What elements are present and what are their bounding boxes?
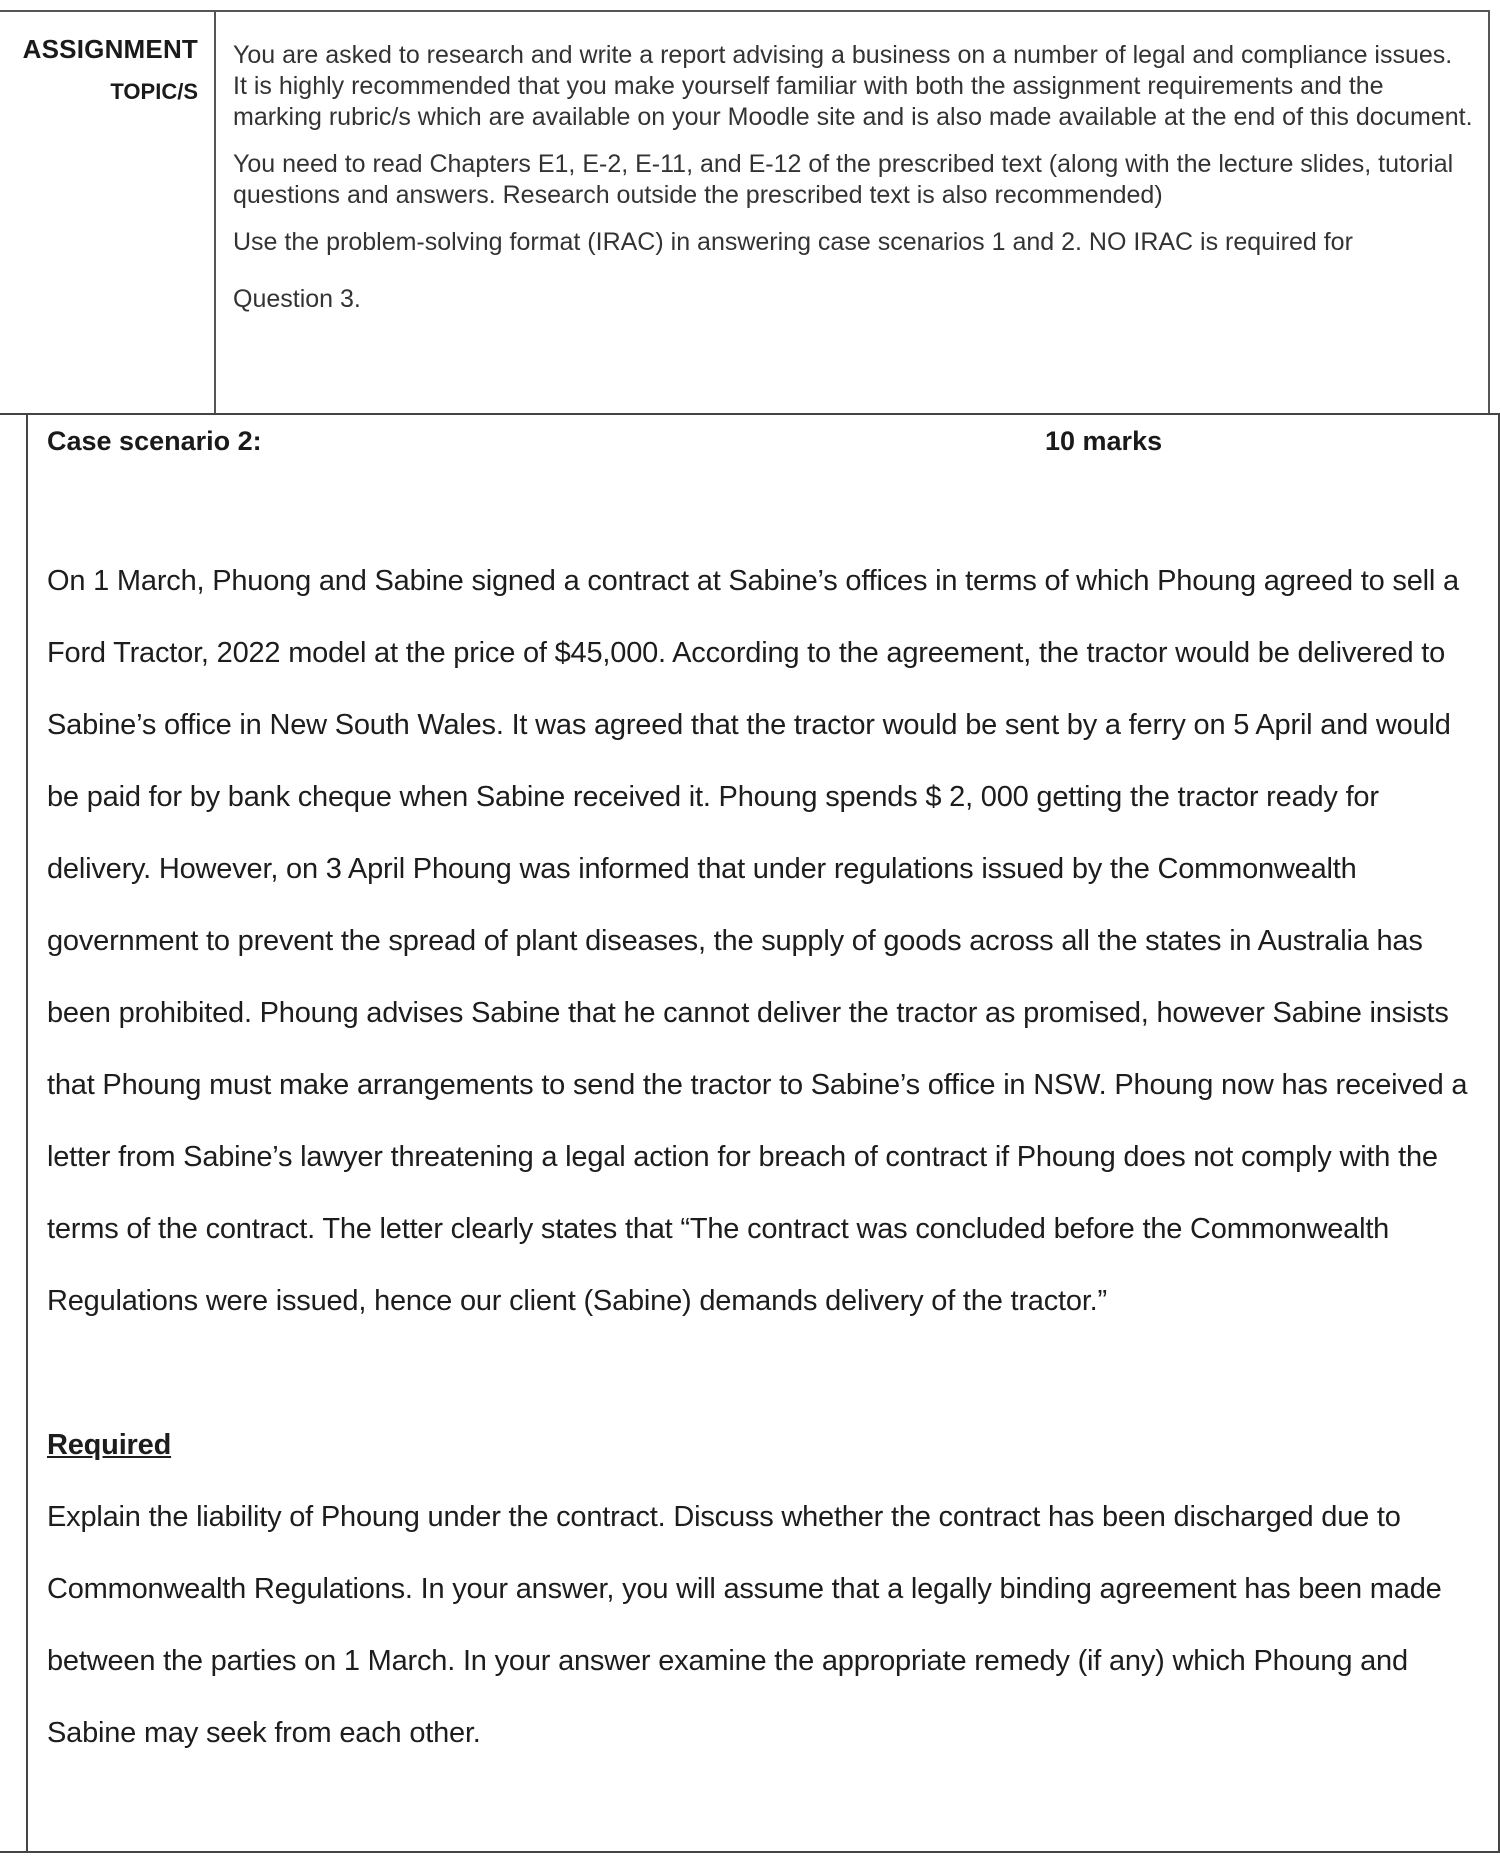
topic-label: TOPIC/S (110, 79, 198, 104)
assignment-topic-table (0, 10, 1490, 414)
case-marks: 10 marks (1045, 426, 1163, 456)
case-title: Case scenario 2: (47, 426, 262, 456)
case-body (47, 545, 1487, 1769)
assignment-label: ASSIGNMENT (22, 34, 198, 64)
case-header (47, 421, 1447, 461)
assignment-paragraph-1: You are asked to research and write a report advising a business on a number of legal and compliance issues. It is highly recommended that you make yourself familiar with both the assignment requirements and the marking rubric/s which are available on your Moodle site and is also made available at the end of this document. (233, 41, 1473, 131)
assignment-label-cell (0, 12, 216, 414)
required-text: Explain the liability of Phoung under the contract. Discuss whether the contract has been discharged due to Commonwealth Regulations. In your answer, you will assume that a legally binding agreement has been made between the parties on 1 March. In your answer examine the appropriate remedy (if any) which Phoung and Sabine may seek from each other. (47, 1501, 1442, 1749)
assignment-paragraph-3: Use the problem-solving format (IRAC) in answering case scenarios 1 and 2. NO IRAC is required for (233, 228, 1353, 256)
case-scenario-section (0, 413, 1500, 1853)
assignment-paragraph-4: Question 3. (233, 285, 361, 313)
assignment-description (233, 40, 1473, 331)
left-border-line (26, 415, 28, 1851)
case-scenario-text: On 1 March, Phuong and Sabine signed a contract at Sabine’s offices in terms of which Phoung agreed to sell a Ford Tractor, 2022 model at the price of $45,000. According to the agreement, the tractor would be delivered to Sabine’s office in New South Wales. It was agreed that the tractor would be sent by a ferry on 5 April and would be paid for by bank cheque when Sabine received it. Phoung spends $ 2, 000 getting the tractor ready for delivery. However, on 3 April Phoung was informed that under regulations issued by the Commonwealth government to prevent the spread of plant diseases, the supply of goods across all the states in Australia has been prohibited. Phoung advises Sabine that he cannot deliver the tractor as promised, however Sabine insists that Phoung must make arrangements to send the tractor to Sabine’s office in NSW. Phoung now has received a letter from Sabine’s lawyer threatening a legal action for breach of contract if Phoung does not comply with the terms of the contract. The letter clearly states that “The contract was concluded before the Commonwealth Regulations were issued, hence our client (Sabine) demands delivery of the tractor.” (47, 565, 1468, 1317)
required-heading: Required (47, 1429, 172, 1461)
assignment-paragraph-2: You need to read Chapters E1, E-2, E-11, and E-12 of the prescribed text (along with the lecture slides, tutorial questions and answers. Research outside the prescribed text is also recommended) (233, 150, 1454, 209)
